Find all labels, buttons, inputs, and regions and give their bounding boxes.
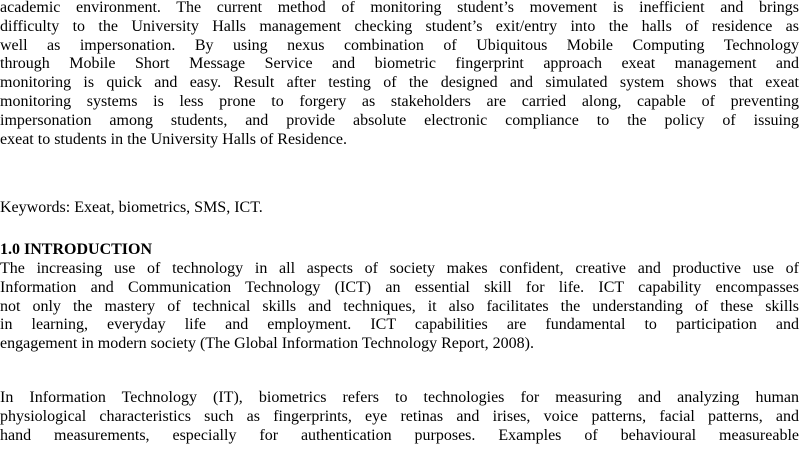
text-line: In Information Technology (IT), biometrics refers to technologies for measuring and analyzing human (0, 389, 799, 406)
text-line: in learning, everyday life and employment. ICT capabilities are fundamental to participation and (0, 316, 799, 334)
intro-paragraph-1 (0, 260, 799, 354)
text-line: monitoring is quick and easy. Result after testing of the designed and simulated system shows that exeat (0, 74, 799, 92)
section-heading: 1.0 INTRODUCTION (0, 241, 153, 258)
text-line: engagement in modern society (The Global Information Technology Report, 2008). (0, 335, 534, 353)
text-line: The increasing use of technology in all aspects of society makes confident, creative and productive use of (0, 260, 799, 277)
text-line: monitoring systems is less prone to forgery as stakeholders are carried along, capable of preventing (0, 92, 799, 110)
text-line: physiological characteristics such as fingerprints, eye retinas and irises, voice patterns, facial patterns, and (0, 407, 799, 425)
text-line: exeat to students in the University Halls of Residence. (0, 130, 348, 148)
text-line: well as impersonation. By using nexus combination of Ubiquitous Mobile Computing Technology (0, 36, 799, 54)
text-line: impersonation among students, and provide absolute electronic compliance to the policy of issuing (0, 111, 799, 129)
abstract-paragraph (0, 0, 799, 149)
text-line: academic environment. The current method of monitoring student’s movement is inefficient and brings (0, 0, 799, 16)
keywords: Keywords: Exeat, biometrics, SMS, ICT. (0, 199, 263, 216)
text-line: through Mobile Short Message Service and biometric fingerprint approach exeat management and (0, 55, 799, 73)
intro-paragraph-2 (0, 389, 799, 445)
text-line: Information and Communication Technology (ICT) an essential skill for life. ICT capability encompasses (0, 278, 799, 296)
text-line: not only the mastery of technical skills and techniques, it also facilitates the understanding of these skills (0, 297, 799, 315)
text-line: difficulty to the University Halls management checking student’s exit/entry into the halls of residence as (0, 17, 799, 35)
text-line: hand measurements, especially for authentication purposes. Examples of behavioural measureable (0, 426, 799, 444)
